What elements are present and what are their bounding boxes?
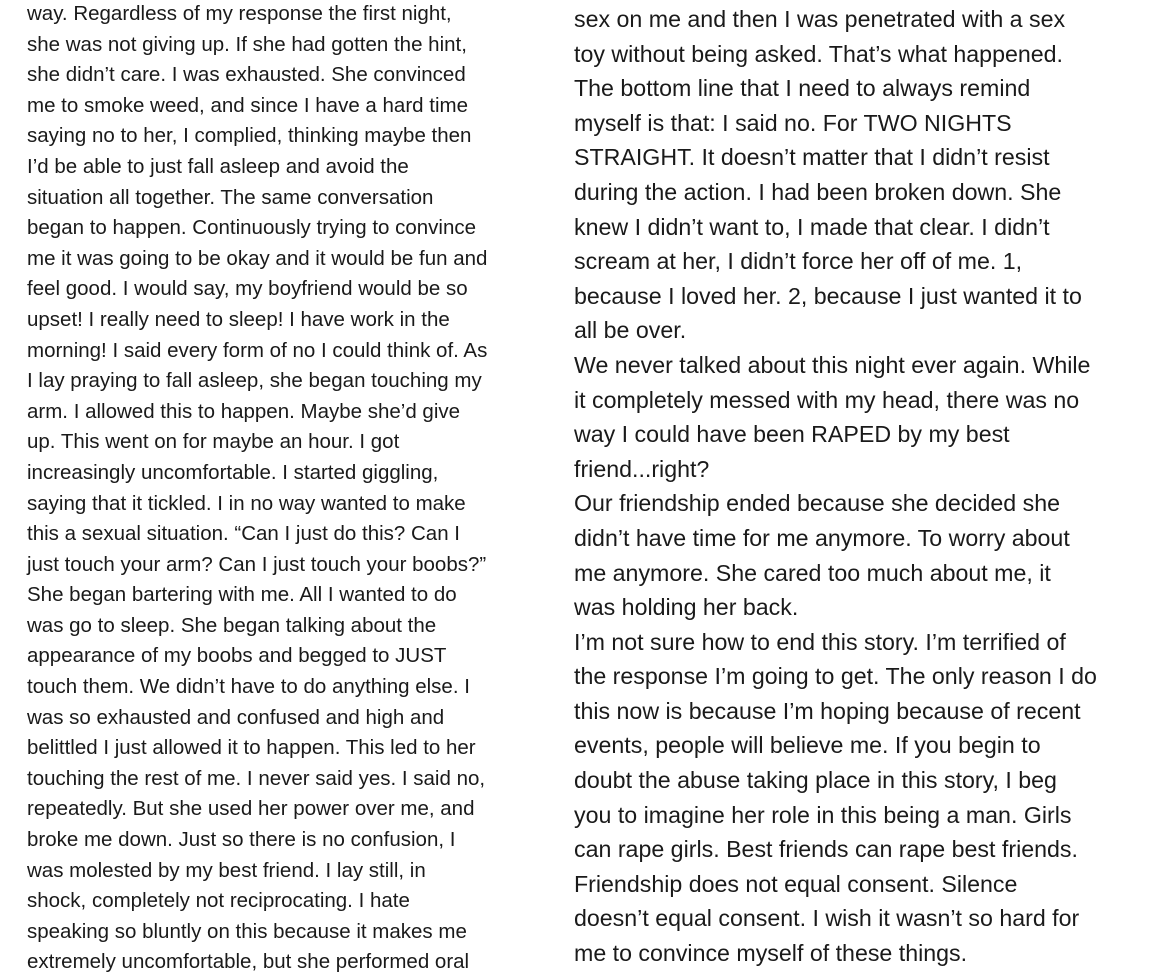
text-line: you to imagine her role in this being a man. Girls: [574, 801, 1072, 828]
text-line: was so exhausted and confused and high and: [27, 705, 445, 729]
text-line: speaking so bluntly on this because it makes me: [27, 919, 467, 943]
text-line: morning! I said every form of no I could think of. As: [27, 338, 488, 362]
text-line: was molested by my best friend. I lay still, in: [27, 858, 426, 882]
text-line: this now is because I’m hoping because of recent: [574, 697, 1081, 724]
text-line: doubt the abuse taking place in this story, I beg: [574, 767, 1057, 794]
text-line: saying that it tickled. I in no way wanted to make: [27, 491, 466, 515]
left-text-column: [27, 0, 552, 978]
text-line: I’d be able to just fall asleep and avoid the: [27, 154, 409, 178]
text-line: way. Regardless of my response the first night,: [27, 2, 452, 25]
text-line: can rape girls. Best friends can rape best friends.: [574, 836, 1078, 863]
text-line: broke me down. Just so there is no confusion, I: [27, 828, 456, 852]
text-line: way I could have been RAPED by my best: [574, 421, 1010, 448]
text-line: appearance of my boobs and begged to JUST: [27, 644, 447, 668]
text-line: because I loved her. 2, because I just wanted it to: [574, 282, 1082, 309]
text-line: shock, completely not reciprocating. I hate: [27, 889, 410, 913]
text-line: feel good. I would say, my boyfriend would be so: [27, 277, 468, 301]
text-line: sex on me and then I was penetrated with a sex: [574, 6, 1066, 32]
text-line: she didn’t care. I was exhausted. She convinced: [27, 63, 466, 87]
right-text-column: [574, 0, 1152, 971]
text-line: scream at her, I didn’t force her off of me. 1,: [574, 248, 1023, 275]
text-line: upset! I really need to sleep! I have work in the: [27, 307, 450, 331]
text-line: up. This went on for maybe an hour. I got: [27, 430, 400, 454]
text-line: me to smoke weed, and since I have a hard time: [27, 93, 468, 117]
text-line: touch them. We didn’t have to do anything else. I: [27, 675, 470, 699]
text-line: it completely messed with my head, there was no: [574, 386, 1080, 413]
text-line: situation all together. The same conversation: [27, 185, 434, 209]
text-line: saying no to her, I complied, thinking maybe then: [27, 124, 472, 148]
text-line: doesn’t equal consent. I wish it wasn’t so hard for: [574, 905, 1080, 932]
text-line: friend...right?: [574, 455, 710, 482]
text-line: this a sexual situation. “Can I just do this? Can I: [27, 522, 461, 546]
text-line: she was not giving up. If she had gotten the hint,: [27, 32, 467, 56]
text-line: was holding her back.: [574, 594, 799, 621]
text-line: She began bartering with me. All I wanted to do: [27, 583, 457, 607]
text-line: I lay praying to fall asleep, she began touching my: [27, 369, 482, 393]
text-line: toy without being asked. That’s what happened.: [574, 40, 1063, 67]
text-line: the response I’m going to get. The only reason I do: [574, 663, 1097, 690]
text-line: myself is that: I said no. For TWO NIGHTS: [574, 109, 1012, 136]
text-line: me anymore. She cared too much about me, it: [574, 559, 1051, 586]
right-text-lines: [574, 2, 1152, 971]
text-line: during the action. I had been broken down. She: [574, 178, 1062, 205]
text-line: just touch your arm? Can I just touch your boobs?”: [27, 552, 487, 576]
text-line: repeatedly. But she used her power over me, and: [27, 797, 475, 821]
text-line: me it was going to be okay and it would be fun and: [27, 246, 488, 270]
text-line: didn’t have time for me anymore. To worry about: [574, 524, 1070, 551]
text-line: was go to sleep. She began talking about the: [27, 613, 437, 637]
text-line: belittled I just allowed it to happen. This led to her: [27, 736, 476, 760]
text-line: increasingly uncomfortable. I started giggling,: [27, 460, 439, 484]
text-line: I’m not sure how to end this story. I’m terrified of: [574, 628, 1066, 655]
text-line: We never talked about this night ever again. While: [574, 351, 1091, 378]
text-line: events, people will believe me. If you begin to: [574, 732, 1041, 759]
text-line: began to happen. Continuously trying to convince: [27, 216, 477, 240]
text-line: all be over.: [574, 317, 687, 344]
text-line: touching the rest of me. I never said yes. I said no,: [27, 766, 486, 790]
text-line: STRAIGHT. It doesn’t matter that I didn’t resist: [574, 144, 1050, 171]
text-line: Our friendship ended because she decided she: [574, 490, 1060, 517]
text-line: arm. I allowed this to happen. Maybe she’d give: [27, 399, 461, 423]
text-line: extremely uncomfortable, but she performed oral: [27, 950, 470, 974]
text-line: knew I didn’t want to, I made that clear. I didn’t: [574, 213, 1050, 240]
left-text-lines: [27, 0, 552, 978]
text-line: The bottom line that I need to always remind: [574, 75, 1031, 102]
text-line: me to convince myself of these things.: [574, 940, 968, 967]
text-line: Friendship does not equal consent. Silence: [574, 870, 1018, 897]
